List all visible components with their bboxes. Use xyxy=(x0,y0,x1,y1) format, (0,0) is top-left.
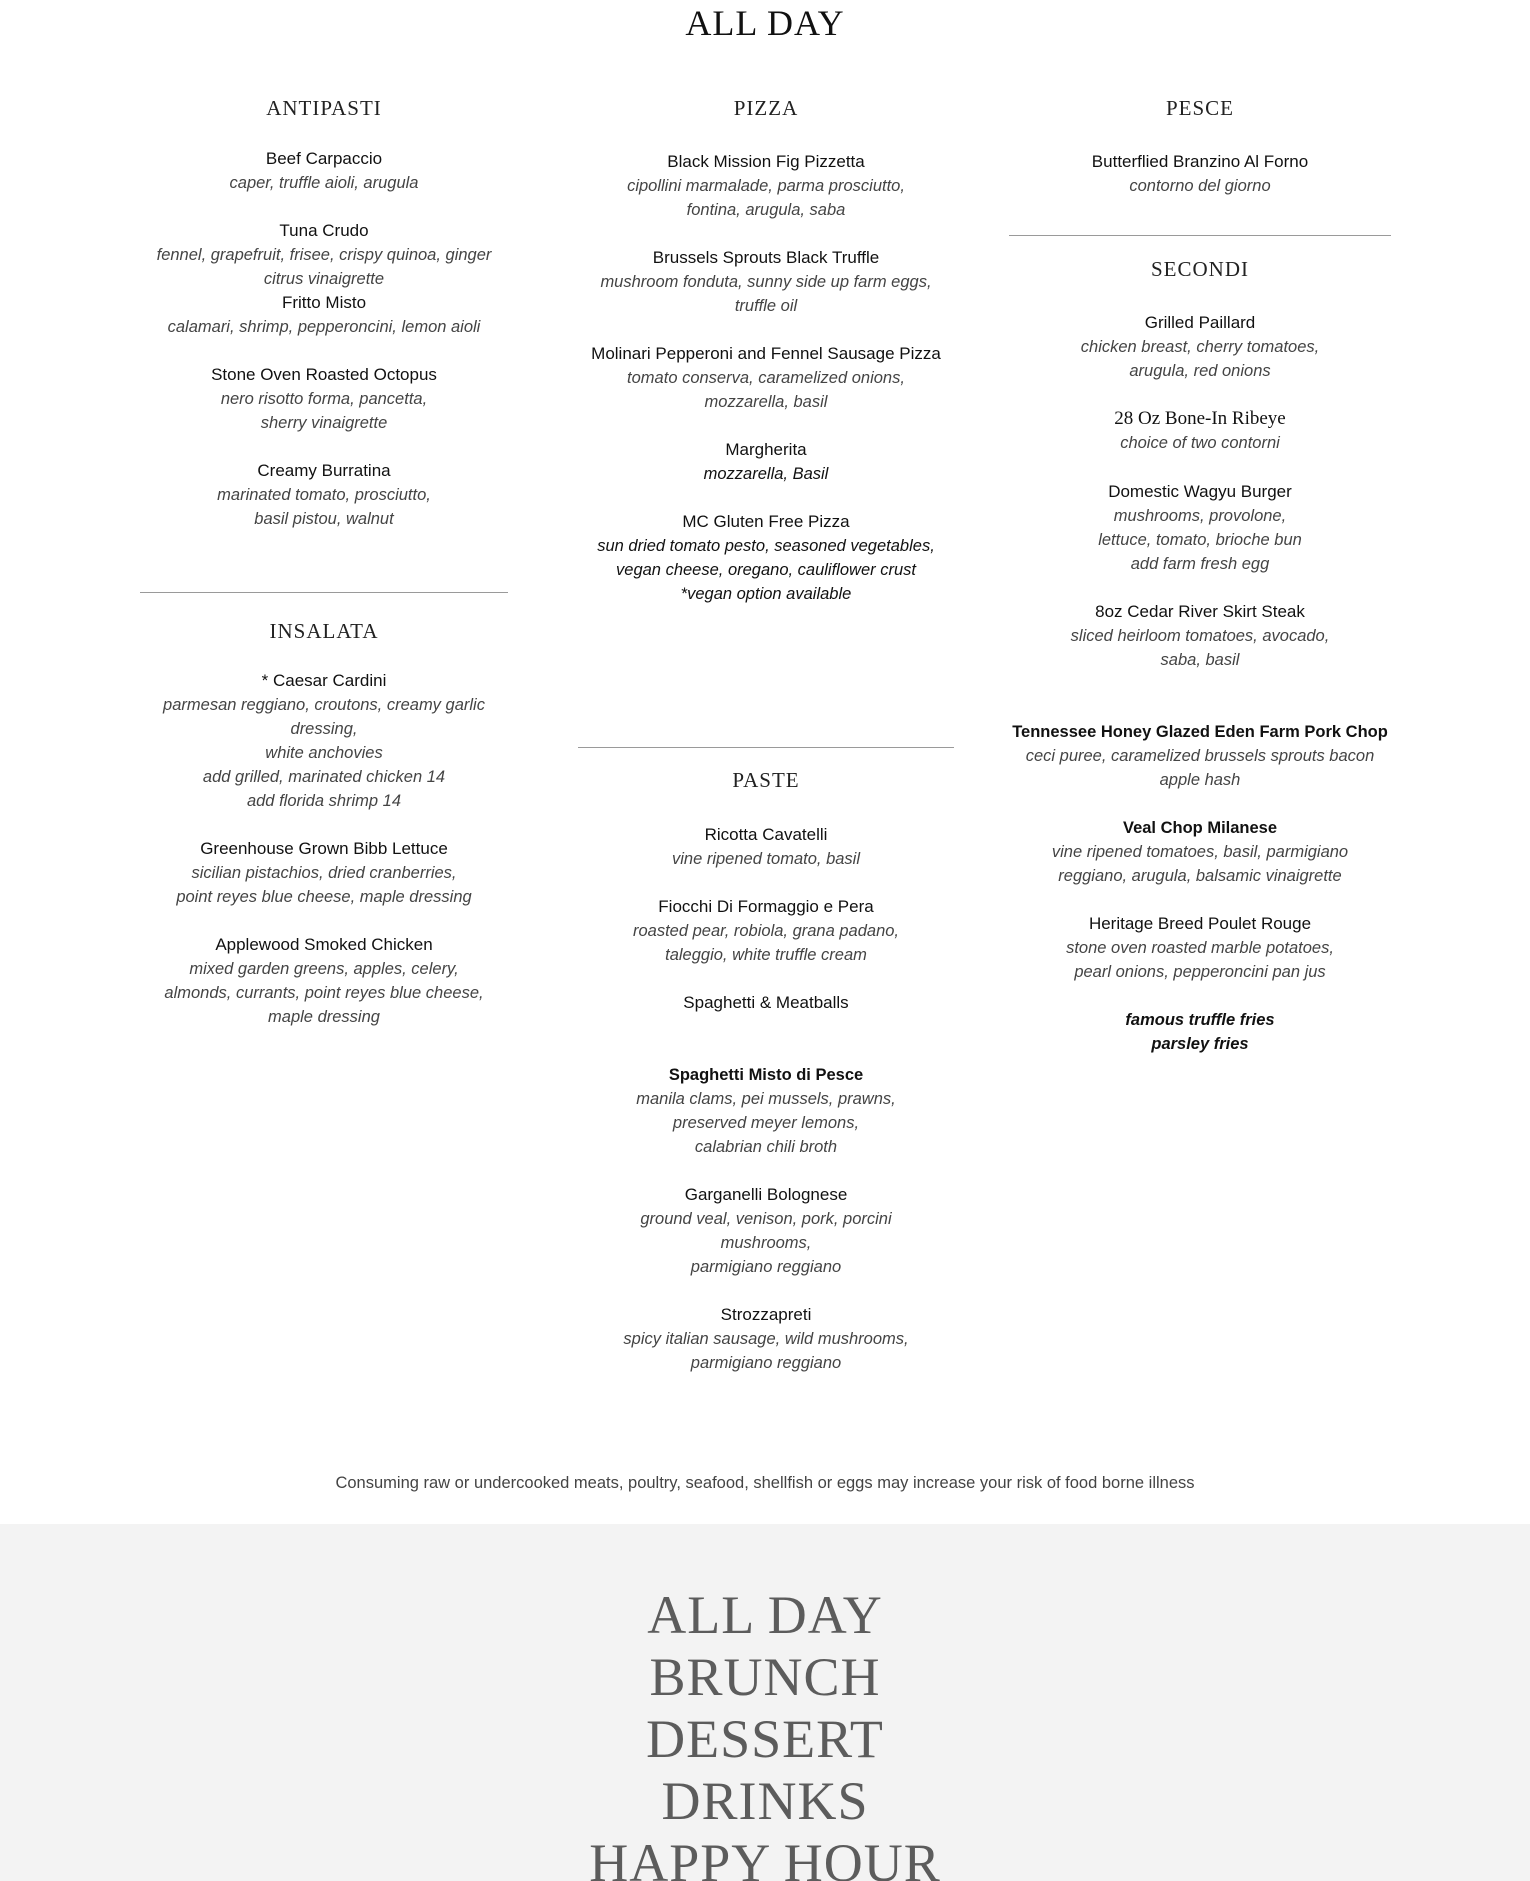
item-desc: mozzarella, Basil xyxy=(703,465,829,483)
paste-section xyxy=(578,768,954,793)
item-name: 8oz Cedar River Skirt Steak xyxy=(1095,602,1305,621)
item-desc: mushrooms, xyxy=(720,1234,812,1252)
item-desc: add grilled, marinated chicken 14 xyxy=(202,768,446,786)
item-name: Black Mission Fig Pizzetta xyxy=(667,152,865,171)
antipasti-section xyxy=(140,96,508,121)
pesce-section xyxy=(1009,96,1391,121)
section-title-antipasti: ANTIPASTI xyxy=(266,96,382,120)
menu-item xyxy=(578,438,954,510)
item-desc: parmesan reggiano, croutons, creamy garlic xyxy=(163,696,485,714)
menu-item xyxy=(578,246,954,342)
menu-category-nav xyxy=(0,1584,1530,1881)
menu-item xyxy=(578,510,954,606)
item-name: Greenhouse Grown Bibb Lettuce xyxy=(200,839,448,858)
nav-link-happy-hour[interactable]: HAPPY HOUR xyxy=(589,1833,941,1881)
menu-item xyxy=(1009,150,1391,198)
section-title-paste: PASTE xyxy=(732,768,800,792)
menu-item xyxy=(1009,600,1391,720)
item-name: MC Gluten Free Pizza xyxy=(682,512,850,531)
menu-item xyxy=(1009,480,1391,600)
menu-item xyxy=(140,291,508,363)
item-name: Creamy Burratina xyxy=(257,461,391,480)
item-name: Heritage Breed Poulet Rouge xyxy=(1088,914,1312,933)
item-name: Butterflied Branzino Al Forno xyxy=(1091,152,1309,171)
item-desc: maple dressing xyxy=(268,1008,380,1026)
item-desc: parmigiano reggiano xyxy=(690,1258,842,1276)
item-desc: white anchovies xyxy=(265,744,383,762)
item-name: Stone Oven Roasted Octopus xyxy=(211,365,437,384)
page-title: ALL DAY xyxy=(685,3,845,43)
menu-item xyxy=(1009,311,1391,407)
item-name: Ricotta Cavatelli xyxy=(704,825,828,844)
item-desc: spicy italian sausage, wild mushrooms, xyxy=(623,1330,909,1348)
item-desc: caper, truffle aioli, arugula xyxy=(229,174,419,192)
menu-item xyxy=(578,1063,954,1183)
item-desc: contorno del giorno xyxy=(1129,177,1271,195)
item-name: Garganelli Bolognese xyxy=(684,1185,848,1204)
item-name: Spaghetti Misto di Pesce xyxy=(668,1066,864,1084)
insalata-section xyxy=(140,619,508,644)
item-name: Veal Chop Milanese xyxy=(1122,819,1278,837)
item-desc: lettuce, tomato, brioche bun xyxy=(1098,531,1302,549)
item-desc: calamari, shrimp, pepperoncini, lemon aioli xyxy=(167,318,481,336)
menu-item xyxy=(578,991,954,1063)
item-name: 28 Oz Bone-In Ribeye xyxy=(1114,408,1286,429)
menu-item xyxy=(1009,407,1391,480)
item-desc: saba, basil xyxy=(1160,651,1240,669)
item-desc: fontina, arugula, saba xyxy=(686,201,846,219)
item-desc: choice of two contorni xyxy=(1120,434,1280,452)
item-name: Tuna Crudo xyxy=(279,221,369,240)
item-desc: calabrian chili broth xyxy=(694,1138,838,1156)
menu-item xyxy=(578,150,954,246)
item-desc: dressing, xyxy=(290,720,358,738)
side-item: parsley fries xyxy=(1151,1035,1249,1053)
item-desc: *vegan option available xyxy=(680,585,852,603)
item-name: * Caesar Cardini xyxy=(261,671,387,690)
menu-item xyxy=(140,669,508,837)
menu-item xyxy=(578,342,954,438)
item-name: Tennessee Honey Glazed Eden Farm Pork Chop xyxy=(1012,723,1388,741)
item-desc: fennel, grapefruit, frisee, crispy quinoa, ginger xyxy=(156,246,492,264)
section-divider xyxy=(140,592,508,593)
nav-link-brunch[interactable]: BRUNCH xyxy=(649,1647,881,1707)
item-desc: ceci puree, caramelized brussels sprouts bacon xyxy=(1025,747,1375,765)
item-name: Margherita xyxy=(725,440,807,459)
item-desc: add farm fresh egg xyxy=(1130,555,1270,573)
item-desc: preserved meyer lemons, xyxy=(672,1114,860,1132)
item-desc: nero risotto forma, pancetta, xyxy=(220,390,428,408)
item-desc: vegan cheese, oregano, cauliflower crust xyxy=(616,561,916,579)
item-desc: cipollini marmalade, parma prosciutto, xyxy=(627,177,905,195)
menu-item xyxy=(140,219,508,291)
item-desc: taleggio, white truffle cream xyxy=(665,946,867,964)
item-desc: sun dried tomato pesto, seasoned vegetables, xyxy=(597,537,935,555)
menu-item xyxy=(1009,816,1391,912)
item-desc: stone oven roasted marble potatoes, xyxy=(1066,939,1334,957)
pizza-section xyxy=(578,96,954,121)
item-desc: reggiano, arugula, balsamic vinaigrette xyxy=(1058,867,1342,885)
item-desc: mushroom fonduta, sunny side up farm eggs, xyxy=(600,273,932,291)
item-desc: apple hash xyxy=(1159,771,1241,789)
item-name: Grilled Paillard xyxy=(1144,313,1256,332)
item-name: Fritto Misto xyxy=(281,293,367,312)
footer-menu-nav xyxy=(0,1524,1530,1881)
section-title-secondi: SECONDI xyxy=(1150,257,1249,281)
section-title-pesce: PESCE xyxy=(1165,96,1235,120)
item-desc: almonds, currants, point reyes blue cheese, xyxy=(164,984,484,1002)
item-name: Spaghetti & Meatballs xyxy=(683,993,849,1012)
item-name: Molinari Pepperoni and Fennel Sausage Pizza xyxy=(591,344,941,363)
secondi-section xyxy=(1009,257,1391,282)
section-title-insalata: INSALATA xyxy=(269,619,379,643)
item-name: Domestic Wagyu Burger xyxy=(1108,482,1292,501)
menu-item xyxy=(578,895,954,991)
item-name: Applewood Smoked Chicken xyxy=(215,935,433,954)
menu-item xyxy=(1009,720,1391,816)
item-desc: arugula, red onions xyxy=(1129,362,1271,380)
menu-item xyxy=(140,837,508,933)
menu-item xyxy=(578,1303,954,1375)
item-desc: sherry vinaigrette xyxy=(260,414,388,432)
item-desc: tomato conserva, caramelized onions, xyxy=(627,369,905,387)
menu-item xyxy=(140,363,508,459)
item-desc: mushrooms, provolone, xyxy=(1113,507,1287,525)
section-title-pizza: PIZZA xyxy=(733,96,799,120)
menu-item xyxy=(1009,912,1391,1008)
item-desc: chicken breast, cherry tomatoes, xyxy=(1080,338,1320,356)
item-desc: marinated tomato, prosciutto, xyxy=(217,486,431,504)
item-desc: vine ripened tomato, basil xyxy=(671,850,861,868)
item-desc: truffle oil xyxy=(734,297,798,315)
item-desc: vine ripened tomatoes, basil, parmigiano xyxy=(1051,843,1349,861)
item-desc: sicilian pistachios, dried cranberries, xyxy=(191,864,457,882)
nav-link-all-day[interactable]: ALL DAY xyxy=(647,1585,883,1645)
item-desc: parmigiano reggiano xyxy=(690,1354,842,1372)
item-name: Fiocchi Di Formaggio e Pera xyxy=(658,897,874,916)
item-desc: citrus vinaigrette xyxy=(263,270,385,288)
menu-item xyxy=(578,1183,954,1303)
menu-item xyxy=(140,147,508,219)
item-name: Strozzapreti xyxy=(720,1305,812,1324)
menu-item xyxy=(578,823,954,895)
item-desc: roasted pear, robiola, grana padano, xyxy=(632,922,900,940)
item-desc: add florida shrimp 14 xyxy=(246,792,402,810)
item-name: Brussels Sprouts Black Truffle xyxy=(652,248,880,267)
menu-item xyxy=(140,933,508,1029)
item-desc: point reyes blue cheese, maple dressing xyxy=(176,888,472,906)
nav-link-dessert[interactable]: DESSERT xyxy=(646,1709,884,1769)
item-desc: basil pistou, walnut xyxy=(254,510,394,528)
item-name: Beef Carpaccio xyxy=(265,149,383,168)
section-divider xyxy=(578,747,954,748)
side-item: famous truffle fries xyxy=(1125,1011,1275,1029)
section-divider xyxy=(1009,235,1391,236)
sides-list xyxy=(1009,1008,1391,1056)
item-desc: ground veal, venison, pork, porcini xyxy=(640,1210,892,1228)
food-safety-notice: Consuming raw or undercooked meats, poultry, seafood, shellfish or eggs may increase your risk of food borne illness xyxy=(335,1474,1195,1492)
item-desc: manila clams, pei mussels, prawns, xyxy=(636,1090,896,1108)
menu-item xyxy=(140,459,508,531)
item-desc: pearl onions, pepperoncini pan jus xyxy=(1074,963,1326,981)
nav-link-drinks[interactable]: DRINKS xyxy=(661,1771,869,1831)
item-desc: mixed garden greens, apples, celery, xyxy=(189,960,459,978)
item-desc: sliced heirloom tomatoes, avocado, xyxy=(1070,627,1330,645)
item-desc: mozzarella, basil xyxy=(704,393,828,411)
